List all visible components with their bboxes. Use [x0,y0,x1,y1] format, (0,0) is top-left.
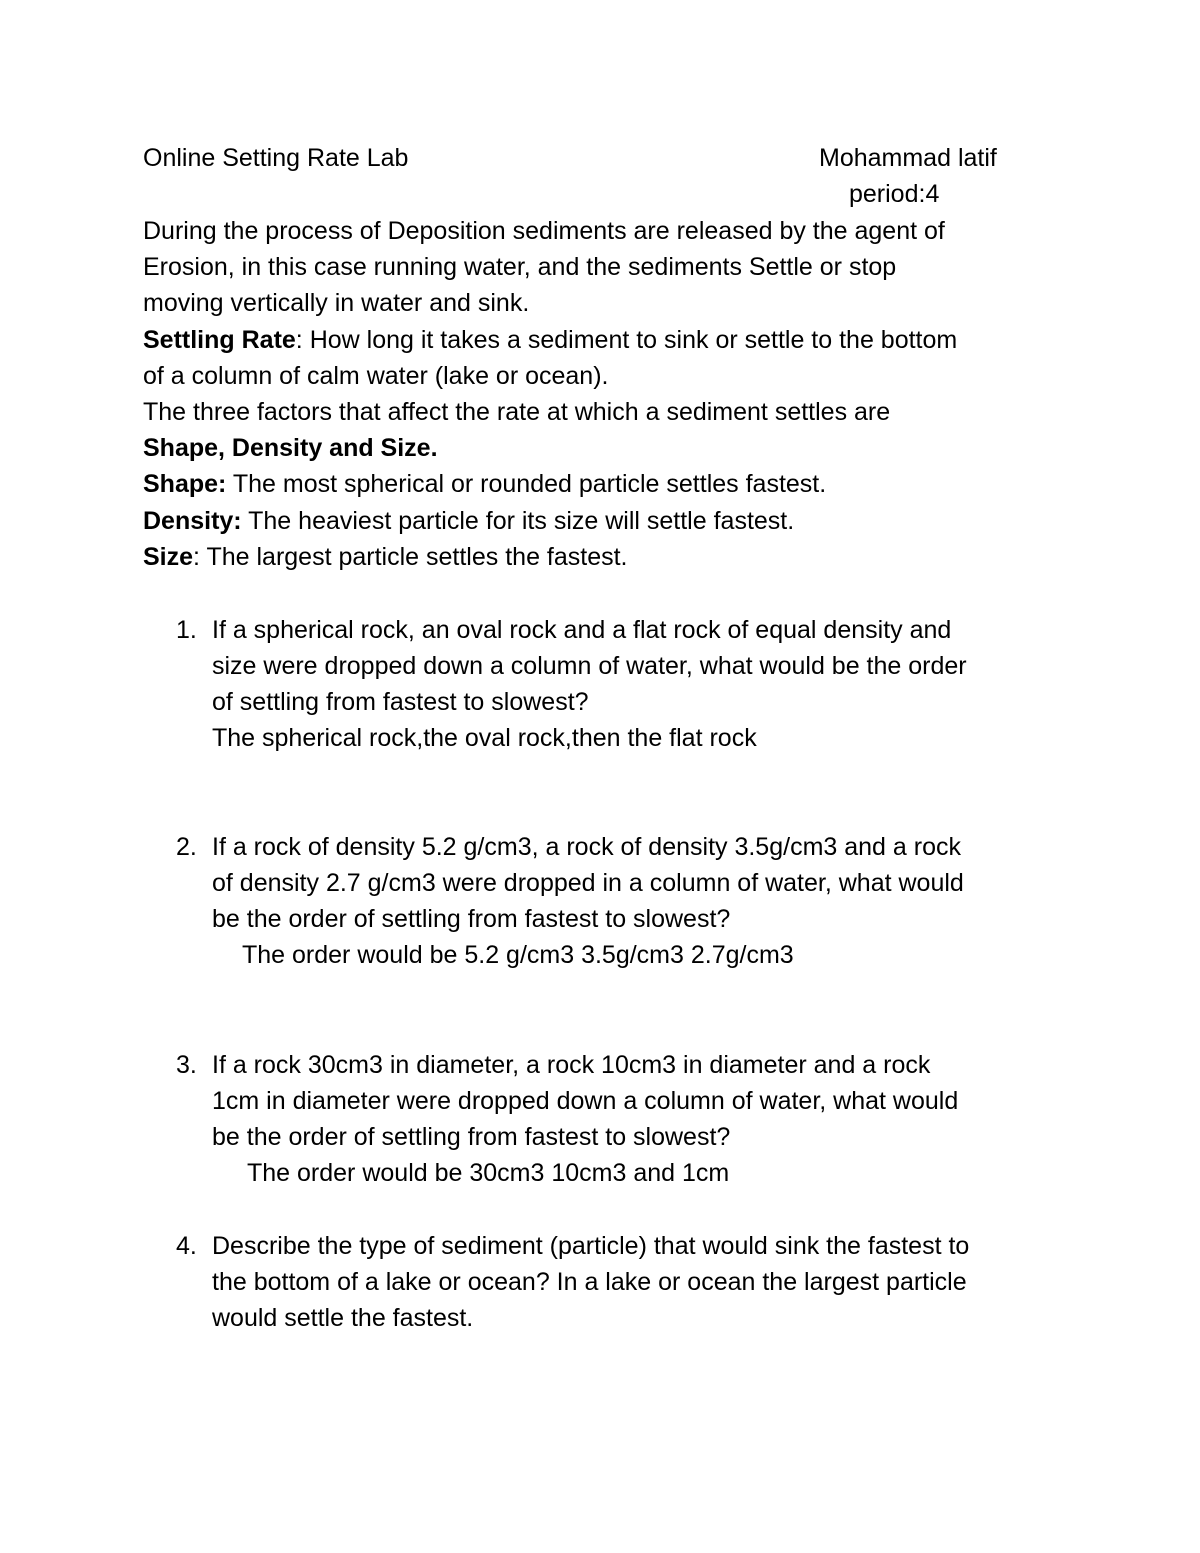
intro-line: moving vertically in water and sink. [143,289,530,317]
factor-shape [143,466,826,502]
class-period: period:4 [849,180,940,208]
settling-rate-definition [143,322,957,358]
answer-text: The spherical rock,the oval rock,then the flat rock [212,724,757,752]
document-title: Online Setting Rate Lab [143,144,409,172]
student-name: Mohammad latif [819,144,997,172]
question-number: 2. [176,833,197,861]
answer-text: The order would be 30cm3 10cm3 and 1cm [247,1159,730,1187]
factor-size-text: : The largest particle settles the fastest. [193,543,628,571]
question-line: of settling from fastest to slowest? [212,688,589,716]
factor-shape-text: The most spherical or rounded particle settles fastest. [226,470,827,498]
question-number: 1. [176,616,197,644]
settling-rate-term: Settling Rate [143,326,296,354]
question-line: be the order of settling from fastest to slowest? [212,1123,731,1151]
factors-intro: The three factors that affect the rate at which a sediment settles are [143,398,891,426]
question-line: If a rock of density 5.2 g/cm3, a rock of density 3.5g/cm3 and a rock [212,833,961,861]
factor-size [143,539,628,575]
factors-list-text: Shape, Density and Size. [143,434,438,462]
question-line: would settle the fastest. [212,1304,474,1332]
question-number: 4. [176,1232,197,1260]
question-line: of density 2.7 g/cm3 were dropped in a column of water, what would [212,869,964,897]
question-line: the bottom of a lake or ocean? In a lake or ocean the largest particle [212,1268,967,1296]
factor-shape-label: Shape: [143,470,227,498]
answer-text: The order would be 5.2 g/cm3 3.5g/cm3 2.7g/cm3 [242,941,794,969]
question-line: Describe the type of sediment (particle) that would sink the fastest to [212,1232,970,1260]
question-line: If a rock 30cm3 in diameter, a rock 10cm3 in diameter and a rock [212,1051,931,1079]
factors-list [143,430,438,466]
factor-density-text: The heaviest particle for its size will settle fastest. [241,507,795,535]
settling-rate-text-continued: of a column of calm water (lake or ocean). [143,362,609,390]
question-number: 3. [176,1051,197,1079]
settling-rate-text: : How long it takes a sediment to sink or settle to the bottom [295,326,958,354]
factor-density-label: Density: [143,507,242,535]
question-line: 1cm in diameter were dropped down a column of water, what would [212,1087,959,1115]
factor-density [143,503,794,539]
intro-line: Erosion, in this case running water, and the sediments Settle or stop [143,253,897,281]
question-line: be the order of settling from fastest to slowest? [212,905,731,933]
factor-size-label: Size [143,543,194,571]
intro-line: During the process of Deposition sediments are released by the agent of [143,217,945,245]
question-line: If a spherical rock, an oval rock and a flat rock of equal density and [212,616,952,644]
question-line: size were dropped down a column of water, what would be the order [212,652,967,680]
